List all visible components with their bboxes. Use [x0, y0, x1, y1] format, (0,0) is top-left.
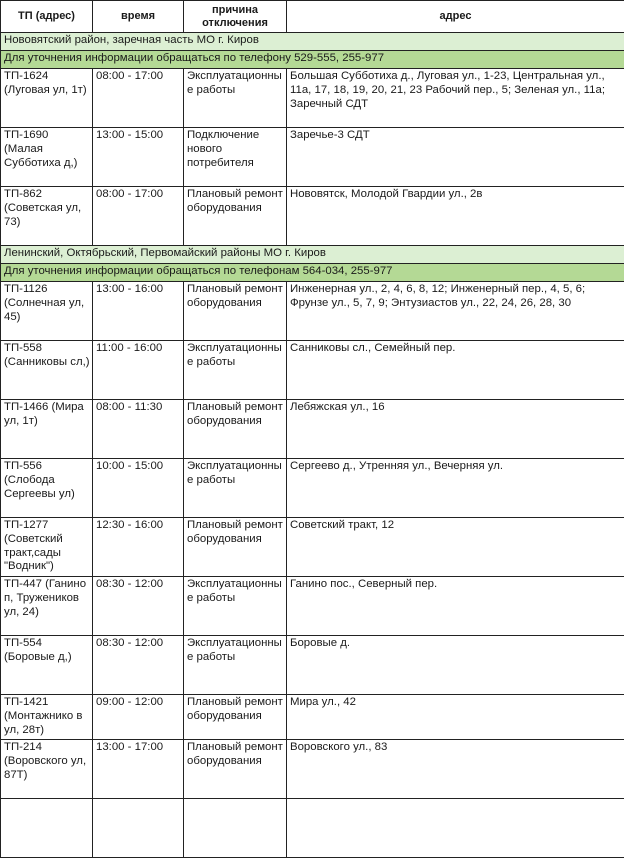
reason-cell: Плановый ремонт оборудования	[184, 282, 287, 341]
tp-cell: ТП-558 (Санниковы сл,)	[1, 341, 93, 400]
tp-cell: ТП-554 (Боровые д,)	[1, 636, 93, 695]
reason-cell: Плановый ремонт оборудования	[184, 400, 287, 459]
reason-cell: Эксплуатационные работы	[184, 459, 287, 518]
time-cell: 08:00 - 11:30	[93, 400, 184, 459]
table-row	[1, 128, 624, 187]
table-row	[1, 282, 624, 341]
phone-label: Для уточнения информации обращаться по телефону 529-555, 255-977	[1, 51, 624, 69]
table-row	[1, 695, 624, 740]
time-cell: 13:00 - 15:00	[93, 128, 184, 187]
header-reason: причина отключения	[184, 1, 287, 33]
table-row	[1, 636, 624, 695]
time-cell: 12:30 - 16:00	[93, 518, 184, 577]
table-row	[1, 69, 624, 128]
reason-cell: Подключение нового потребителя	[184, 128, 287, 187]
table-row	[1, 799, 624, 858]
address-cell: Воровского ул., 83	[287, 740, 624, 799]
region-row	[1, 33, 624, 51]
time-cell: 08:00 - 17:00	[93, 187, 184, 246]
reason-cell: Эксплуатационные работы	[184, 577, 287, 636]
time-cell: 13:00 - 16:00	[93, 282, 184, 341]
tp-cell: ТП-1126 (Солнечная ул, 45)	[1, 282, 93, 341]
reason-cell: Плановый ремонт оборудования	[184, 518, 287, 577]
tp-cell: ТП-447 (Ганино п, Тружеников ул, 24)	[1, 577, 93, 636]
table-row	[1, 187, 624, 246]
time-cell: 11:00 - 16:00	[93, 341, 184, 400]
address-cell: Сергеево д., Утренняя ул., Вечерняя ул.	[287, 459, 624, 518]
reason-cell: Плановый ремонт оборудования	[184, 695, 287, 740]
reason-cell	[184, 799, 287, 858]
tp-cell: ТП-862 (Советская ул, 73)	[1, 187, 93, 246]
time-cell: 08:00 - 17:00	[93, 69, 184, 128]
tp-cell: ТП-1690 (Малая Субботиха д,)	[1, 128, 93, 187]
tp-cell: ТП-556 (Слобода Сергеевы ул)	[1, 459, 93, 518]
table-row	[1, 459, 624, 518]
tp-cell: ТП-1277 (Советский тракт,сады "Водник")	[1, 518, 93, 577]
address-cell: Лебяжская ул., 16	[287, 400, 624, 459]
address-cell: Советский тракт, 12	[287, 518, 624, 577]
reason-cell: Плановый ремонт оборудования	[184, 740, 287, 799]
address-cell: Боровые д.	[287, 636, 624, 695]
table-row	[1, 341, 624, 400]
header-row	[1, 1, 624, 33]
time-cell: 09:00 - 12:00	[93, 695, 184, 740]
header-time: время	[93, 1, 184, 33]
region-row	[1, 246, 624, 264]
tp-cell	[1, 799, 93, 858]
address-cell: Ганино пос., Северный пер.	[287, 577, 624, 636]
time-cell: 10:00 - 15:00	[93, 459, 184, 518]
time-cell	[93, 799, 184, 858]
address-cell	[287, 799, 624, 858]
address-cell: Нововятск, Молодой Гвардии ул., 2в	[287, 187, 624, 246]
tp-cell: ТП-214 (Воровского ул, 87Т)	[1, 740, 93, 799]
table-row	[1, 740, 624, 799]
header-address: адрес	[287, 1, 624, 33]
phone-row	[1, 51, 624, 69]
region-label: Нововятский район, заречная часть МО г. Киров	[1, 33, 624, 51]
time-cell: 08:30 - 12:00	[93, 636, 184, 695]
phone-row	[1, 264, 624, 282]
address-cell: Мира ул., 42	[287, 695, 624, 740]
address-cell: Инженерная ул., 2, 4, 6, 8, 12; Инженерный пер., 4, 5, 6; Фрунзе ул., 5, 7, 9; Энтузиастов ул., 22, 24, 26, 28, 30	[287, 282, 624, 341]
header-tp: ТП (адрес)	[1, 1, 93, 33]
address-cell: Санниковы сл., Семейный пер.	[287, 341, 624, 400]
tp-cell: ТП-1421 (Монтажнико в ул, 28т)	[1, 695, 93, 740]
address-cell: Большая Субботиха д., Луговая ул., 1-23, Центральная ул., 11а, 17, 18, 19, 20, 21, 23 Рабочий пер., 5; Зеленая ул., 11а; Заречный СДТ	[287, 69, 624, 128]
table-row	[1, 577, 624, 636]
region-label: Ленинский, Октябрьский, Первомайский районы МО г. Киров	[1, 246, 624, 264]
time-cell: 08:30 - 12:00	[93, 577, 184, 636]
phone-label: Для уточнения информации обращаться по телефонам 564-034, 255-977	[1, 264, 624, 282]
table-row	[1, 400, 624, 459]
table-row	[1, 518, 624, 577]
reason-cell: Плановый ремонт оборудования	[184, 187, 287, 246]
time-cell: 13:00 - 17:00	[93, 740, 184, 799]
address-cell: Заречье-3 СДТ	[287, 128, 624, 187]
tp-cell: ТП-1624 (Луговая ул, 1т)	[1, 69, 93, 128]
reason-cell: Эксплуатационные работы	[184, 69, 287, 128]
reason-cell: Эксплуатационные работы	[184, 341, 287, 400]
tp-cell: ТП-1466 (Мира ул, 1т)	[1, 400, 93, 459]
reason-cell: Эксплуатационные работы	[184, 636, 287, 695]
